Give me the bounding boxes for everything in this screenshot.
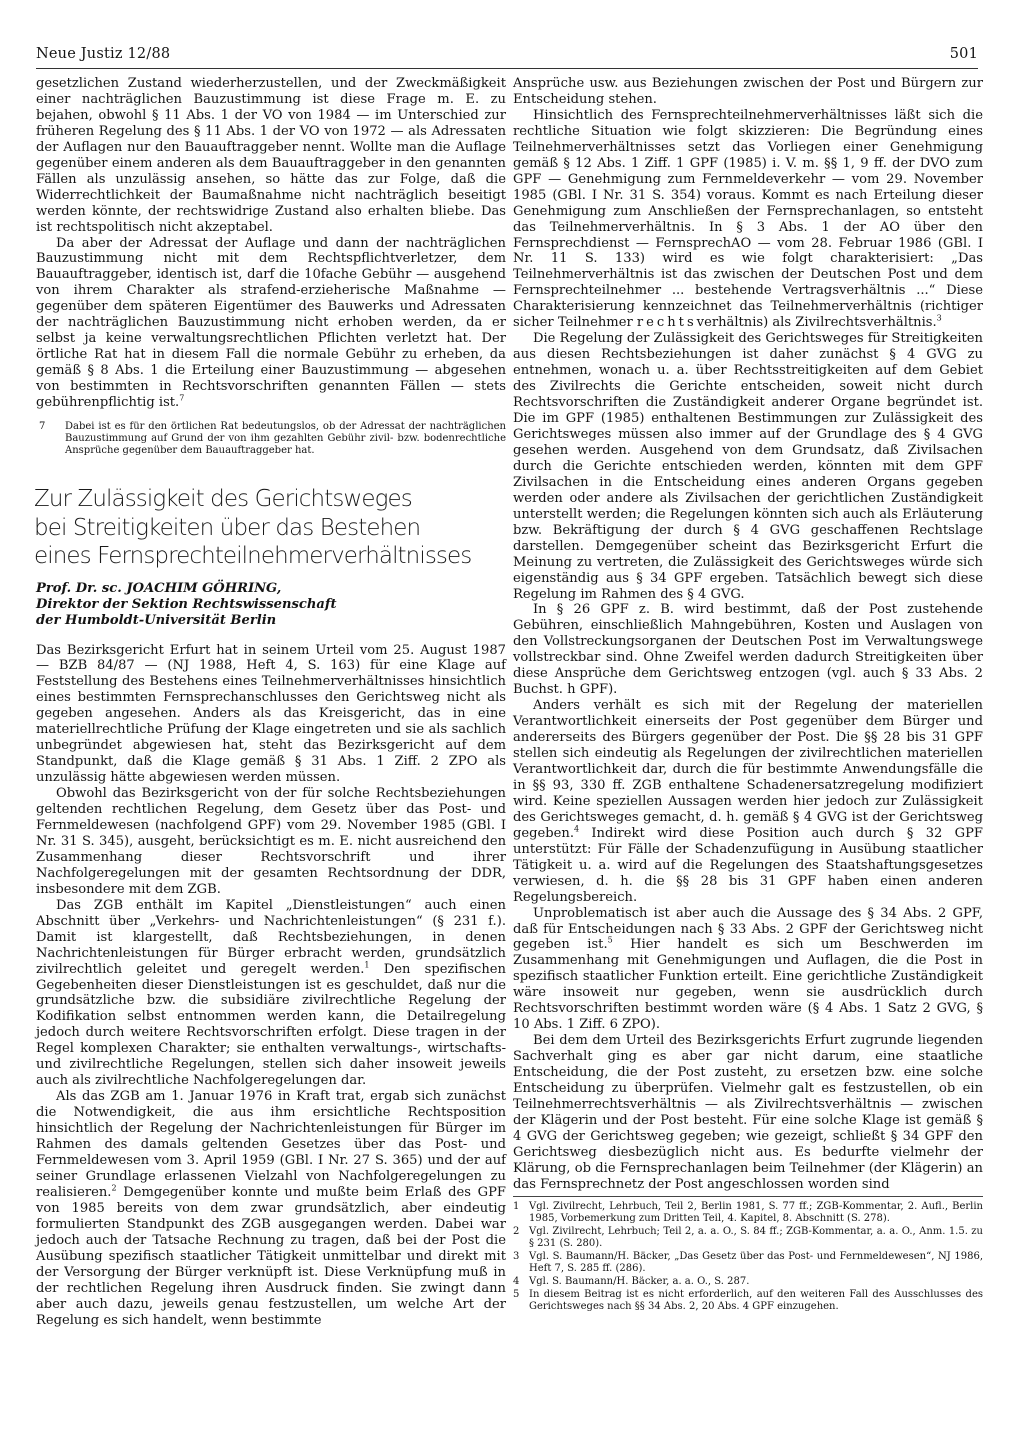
footnote-number: 1 <box>513 1200 520 1212</box>
footnote-number: 5 <box>513 1289 520 1301</box>
footnote-text: Vgl. Zivilrecht, Lehrbuch, Teil 2, Berlin 1981, S. 77 ff.; ZGB-Kommentar, 2. Aufl., Berlin 1985, Vorbemerkung zum Dritten Teil, 4. Kapitel, 8. Abschnitt (S. 278). <box>529 1200 983 1224</box>
author-affiliation: der Humboldt-Universität Berlin <box>36 612 277 628</box>
paragraph: In § 26 GPF z. B. wird bestimmt, daß der Post zustehende Gebühren, einschließlich Mahngebühren, Kosten und Auslagen von den Vollstreckungsorganen der Deutschen Post im Verwaltungswege vollstreckbar sind. Ohne Zweifel werden dadurch Streitigkeiten über diese Ansprüche dem Gerichtsweg entzogen (vgl. auch § 33 Abs. 2 Buchst. h GPF). <box>513 602 983 698</box>
paragraph <box>513 698 983 905</box>
paragraph-text: Den spezifischen Gegebenheiten dieser Dienstleistungen ist es geschuldet, daß nur die grundsätzliche bzw. die subsidiäre zivilrechtliche Regelung der Kodifikation selbst entnommen werden kann, die Detailregelung jedoch durch weitere Rechtsvorschriften erfolgt. Diese tragen in der Regel komplexen Charakter; sie enthalten verwaltungs-, wirtschafts- und zivilrechtliche Regelungen, stellen sich daher insoweit jeweils auch als zivilrechtliche Nachfolgeregelungen dar. <box>36 961 506 1089</box>
paragraph-text: Das ZGB enthält im Kapitel „Dienstleistungen“ auch einen Abschnitt über „Verkehrs- und Nachrichtenleistungen“ (§ 231 f.). Damit ist klargestellt, daß Rechtsbeziehungen, in denen Nachrichtenleistungen für Bürger erbracht werden, grundsätzlich zivilrechtlich geleitet und geregelt werden. <box>36 897 506 977</box>
author-block <box>36 581 506 629</box>
article-title <box>34 485 506 571</box>
paragraph: Ansprüche usw. aus Beziehungen zwischen der Post und Bürgern zur Entscheidung stehen. <box>513 76 983 107</box>
footnote-ref: 5 <box>607 936 613 946</box>
paragraph: Die Regelung der Zulässigkeit des Gerichtsweges für Streitigkeiten aus diesen Rechtsbeziehungen ist daher zunächst § 4 GVG zu entnehmen, wonach u. a. über Rechtsstreitigkeiten auf dem Gebiet des Zivilrechts die Gerichte entscheiden, soweit nicht durch Rechtsvorschriften die Zuständigkeit anderer Organe begründet ist. Die im GPF (1985) enthaltenen Bestimmungen zur Zulässigkeit des Gerichtsweges müssen also immer auf der Grundlage des § 4 GVG gesehen werden. Ausgehend von dem Grundsatz, daß Zivilsachen durch die Gerichte entschieden werden, könnten mit dem GPF Zivilsachen in die Entscheidung eines anderen Organs gegeben werden oder andere als Zivilsachen der gerichtlichen Zuständigkeit unterstellt werden; die Regelungen könnten sich auch als Erläuterung bzw. Bekräftigung der durch § 4 GVG geschaffenen Rechtslage darstellen. Demgegenüber scheint das Bezirksgericht Erfurt die Meinung zu vertreten, die Zulässigkeit des Gerichtsweges würde sich eigenständig aus § 34 GPF ergeben. Tatsächlich bewegt sich diese Regelung im Rahmen des § 4 GVG. <box>513 331 983 602</box>
footnote-number: 2 <box>513 1225 520 1237</box>
header-rule <box>36 68 978 69</box>
footnote-number: 7 <box>39 421 46 433</box>
footnote-text: Vgl. S. Baumann/H. Bäcker, a. a. O., S. 287. <box>529 1276 750 1288</box>
left-column <box>36 76 506 1329</box>
footnote-ref: 2 <box>111 1183 117 1193</box>
footnote-ref: 3 <box>936 313 942 323</box>
paragraph: Obwohl das Bezirksgericht von der für solche Rechtsbeziehungen geltenden rechtlichen Regelung, dem Gesetz über das Post- und Fernmeldewesen (nachfolgend GPF) vom 29. November 1985 (GBl. I Nr. 31 S. 345), ausgeht, berücksichtigt es m. E. nicht ausreichend den Zusammenhang dieser Rechtsvorschrift und ihrer Nachfolgeregelungen mit der gesamten Rechtsordnung der DDR, insbesondere mit dem ZGB. <box>36 786 506 897</box>
footnote-text: Vgl. S. Baumann/H. Bäcker, „Das Gesetz über das Post- und Fernmeldewesen“, NJ 1986, Heft 7, S. 285 ff. (286). <box>529 1251 983 1275</box>
title-line: bei Streitigkeiten über das Bestehen <box>34 514 421 541</box>
paragraph-text: Demgegenüber konnte und mußte beim Erlaß des GPF von 1985 bereits von dem zwar grundsätzlich, aber eindeutig formulierten Standpunkt des ZGB ausgegangen werden. Dabei war jedoch auch der Tatsache Rechnung zu tragen, daß bei der Post die Ausübung spezifisch staatlicher Tätigkeit unmittelbar und direkt mit der Versorgung der Bürger verknüpft ist. Diese Verknüpfung muß in der rechtlichen Regelung ihren Ausdruck finden. Sie zwingt dann aber auch dazu, jeweils genau festzustellen, um welche Art der Regelung es sich handelt, wenn bestimmte <box>36 1184 506 1328</box>
paragraph-text: Hier handelt es sich um Beschwerden im Zusammenhang mit Genehmigungen und Auflagen, die die Post in spezifisch staatlicher Funktion erteilt. Eine gerichtliche Zuständigkeit wäre insoweit nur gegeben, wenn sie ausdrücklich durch Rechtsvorschriften bestimmt worden wäre (§ 4 Abs. 1 Satz 2 GVG, § 10 Abs. 1 Ziff. 6 ZPO). <box>513 937 983 1033</box>
footnote-text: In diesem Beitrag ist es nicht erforderlich, auf den weiteren Fall des Ausschlusses des Gerichtsweges nach §§ 34 Abs. 2, 20 Abs. 4 GPF einzugehen. <box>529 1289 983 1313</box>
footnotes <box>513 1201 983 1314</box>
footnote-item <box>36 421 506 457</box>
paragraph <box>36 1089 506 1328</box>
paragraph-text: Hinsichtlich des Fernsprechteilnehmerverhältnisses läßt sich die rechtliche Situation wie folgt skizzieren: Die Begründung eines Teilnehmerverhältnisses setzt das Vorliegen einer Genehmigung gemäß § 12 Abs. 1 Ziff. 1 GPF (1985) i. V. m. §§ 1, 9 ff. der DVO zum GPF — Genehmigung zum Fernmeldeverkehr — vom 29. November 1985 (GBl. I Nr. 31 S. 354) voraus. Kommt es nach Erteilung dieser Genehmigung zum Anschließen der Fernsprechanlagen, so entsteht das Teilnehmerverhältnis. In § 3 Abs. 1 der AO über den Fernsprechdienst — FernsprechAO — vom 28. Februar 1986 (GBl. I Nr. 11 S. 133) wird es wie folgt charakterisiert: „Das Teilnehmerverhältnis ist das zwischen der Deutschen Post und dem Fernsprechteilnehmer ... bestehende Vertragsverhältnis ...“ Diese Charakterisierung kennzeichnet das Teilnehmerverhältnis (richtiger sicher Teilnehmer <box>513 107 983 331</box>
title-line: Zur Zulässigkeit des Gerichtsweges <box>34 486 412 513</box>
paragraph <box>513 906 983 1034</box>
paragraph: gesetzlichen Zustand wiederherzustellen, und der Zweckmäßigkeit einer nachträglichen Bauzustimmung ist diese Frage m. E. zu bejahen, obwohl § 11 Abs. 1 der VO von 1984 — im Unterschied zur früheren Regelung des § 11 Abs. 1 der VO von 1972 — als Adressaten der Auflagen nur den Bauauftraggeber nennt. Wollte man die Auflage gegenüber einem anderen als dem Bauauftraggeber in den genannten Fällen als unzulässig ansehen, so hätte das zur Folge, daß die Widerrechtlichkeit der Baumaßnahme nicht nachträglich beseitigt werden könnte, der rechtswidrige Zustand also erhalten bliebe. Das ist rechtspolitisch nicht akzeptabel. <box>36 76 506 235</box>
paragraph: Das Bezirksgericht Erfurt hat in seinem Urteil vom 25. August 1987 — BZB 84/87 — (NJ 1988, Heft 4, S. 163) für eine Klage auf Feststellung des Bestehens eines Teilnehmerverhältnisses hinsichtlich eines bestimmten Fernsprechanschlusses den Gerichtsweg nicht als gegeben angesehen. Anders als das Kreisgericht, das in eine materiellrechtliche Prüfung der Klage eingetreten und sie als sachlich unbegründet abgewiesen hat, steht das Bezirksgericht auf dem Standpunkt, daß die Klage gemäß § 31 Abs. 1 Ziff. 2 ZPO als unzulässig hätte abgewiesen werden müssen. <box>36 642 506 786</box>
paragraph <box>513 108 983 331</box>
paragraph-text: Anders verhält es sich mit der Regelung der materiellen Verantwortlichkeit einerseits der Post gegenüber dem Bürger und andererseits des Bürgers gegenüber der Post. Die §§ 28 bis 31 GPF stellen sich eindeutig als Regelungen der zivilrechtlichen materiellen Verantwortlichkeit dar, durch die für bestimmte Anwendungsfälle die in §§ 93, 330 ff. ZGB enthaltene Schadenersatzregelung modifiziert wird. Keine speziellen Aussagen werden hier jedoch zur Zulässigkeit des Gerichtsweges gemacht, d. h. gemäß § 4 GVG ist der Gerichtsweg gegeben. <box>513 698 983 841</box>
footnote-rule <box>513 1196 983 1197</box>
footnote-number: 3 <box>513 1251 520 1263</box>
paragraph-text: Da aber der Adressat der Auflage und dann der nachträglichen Bauzustimmung nicht mit dem Rechtspflichtverletzer, dem Bauauftraggeber, identisch ist, darf die 10fache Gebühr — ausgehend von ihrem Charakter als strafend-erzieherische Maßnahme — gegenüber dem späteren Eigentümer des Bauwerks und Adressaten der nachträglichen Bauzustimmung nicht erhoben werden, da er selbst ja keine verwaltungsrechtlichen Pflichten verletzt hat. Der örtliche Rat hat in diesem Fall die normale Gebühr zu erheben, da gemäß § 8 Abs. 1 die Erteilung einer Bauzustimmung — abgesehen von bestimmten in Rechtsvorschriften genannten Fällen — stets gebührenpflichtig ist. <box>36 235 506 411</box>
footnote-text: Dabei ist es für den örtlichen Rat bedeutungslos, ob der Adressat der nachträglichen Bauzustimmung auf Grund der von ihm gezahlten Gebühr zivil- bzw. bodenrechtliche Ansprüche gegenüber dem Bauauftraggeber hat. <box>65 421 506 457</box>
paragraph-text: Unproblematisch ist aber auch die Aussage des § 34 Abs. 2 GPF, daß für Entscheidungen nach § 33 Abs. 2 GPF der Gerichtsweg nicht gegeben ist. <box>513 905 983 953</box>
title-line: eines Fernsprechteilnehmerverhältnisses <box>34 543 472 570</box>
paragraph: Bei dem dem Urteil des Bezirksgerichts Erfurt zugrunde liegenden Sachverhalt ging es aber gar nicht darum, eine staatliche Entscheidung, die der Post zusteht, zu ersetzen bzw. eine solche Entscheidung zu überprüfen. Vielmehr galt es festzustellen, ob ein Teilnehmerrechtsverhältnis — als Zivilrechtsverhältnis — zwischen der Klägerin und der Post besteht. Für eine solche Klage ist gemäß § 4 GVG der Gerichtsweg gegeben; wie gezeigt, schließt § 34 GPF den Gerichtsweg diesbezüglich nicht aus. Es bedurfte vielmehr der Klärung, ob die Fernsprechanlagen beim Teilnehmer (der Klägerin) an das Fernsprechnetz der Post angeschlossen worden sind <box>513 1033 983 1192</box>
page-number: 501 <box>949 46 978 62</box>
running-header-journal: Neue Justiz 12/88 <box>36 46 171 62</box>
footnote-7 <box>36 421 506 457</box>
footnote-ref: 1 <box>364 960 370 970</box>
footnote-ref: 4 <box>574 824 580 834</box>
author-name: Prof. Dr. sc. JOACHIM GÖHRING, <box>36 580 282 596</box>
footnote-item <box>513 1289 983 1313</box>
paragraph-text: verhältnis) als Zivilrechtsverhältnis. <box>696 315 937 331</box>
footnote-ref: 7 <box>179 393 185 403</box>
spaced-text: rechts <box>636 315 697 331</box>
author-affiliation: Direktor der Sektion Rechtswissenschaft <box>36 596 337 612</box>
footnote-number: 4 <box>513 1276 520 1288</box>
footnote-text: Vgl. Zivilrecht, Lehrbuch; Teil 2, a. a. O., S. 84 ff.; ZGB-Kommentar, a. a. O., Anm. 1.5. zu § 231 (S. 280). <box>529 1225 983 1249</box>
right-column <box>513 76 983 1315</box>
footnote-item <box>513 1251 983 1275</box>
paragraph <box>36 236 506 411</box>
footnote-item <box>513 1276 983 1288</box>
paragraph <box>36 898 506 1089</box>
footnote-item <box>513 1226 983 1250</box>
footnote-item <box>513 1201 983 1225</box>
paragraph-text: Indirekt wird diese Position auch durch § 32 GPF unterstützt: Für Fälle der Schadenzufügung in Ausübung staatlicher Tätigkeit u. a. wird auf die Regelungen des Staatshaftungsgesetzes verwiesen, d. h. die §§ 28 bis 31 GPF haben einen anderen Regelungsbereich. <box>513 825 983 905</box>
paragraph-text: Als das ZGB am 1. Januar 1976 in Kraft trat, ergab sich zunächst die Notwendigkeit, die aus ihm ersichtliche Rechtsposition hinsichtlich der Regelung der Nachrichtenleistungen für Bürger im Rahmen des damals geltenden Gesetzes über das Post- und Fernmeldewesen vom 3. April 1959 (GBl. I Nr. 27 S. 365) und der auf seiner Grundlage erlassenen Vielzahl von Nachfolgeregelungen zu realisieren. <box>36 1089 506 1200</box>
